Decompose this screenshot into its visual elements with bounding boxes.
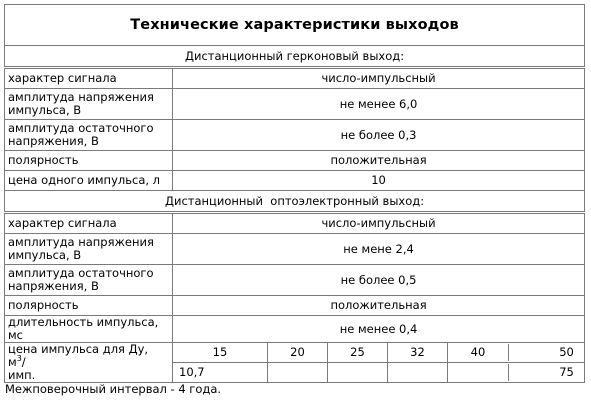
row-value: не мене 2,4	[173, 234, 585, 265]
price-label-sup: 3	[16, 354, 22, 364]
row-value: число-импульсный	[173, 68, 585, 89]
price-value-cell	[448, 364, 509, 381]
row-value: положительная	[173, 151, 585, 171]
row-label-line: амплитуда напряжения	[8, 90, 154, 104]
row-value: положительная	[173, 296, 585, 316]
verification-interval-note: Межповерочный интервал - 4 года.	[5, 382, 222, 396]
price-diameter-row	[5, 343, 585, 363]
row-label: характер сигнала	[5, 68, 173, 89]
diameter-split	[448, 344, 584, 361]
row-label: характер сигнала	[5, 213, 173, 234]
table-row	[5, 213, 585, 234]
row-label: полярность	[5, 151, 173, 171]
diameter-cell: 25	[328, 343, 388, 363]
row-value: не менее 0,4	[173, 316, 585, 343]
row-label	[5, 234, 173, 265]
price-value-cell: 75	[559, 365, 574, 379]
section-header-row	[5, 191, 585, 213]
diameter-cell	[448, 343, 585, 363]
price-label	[5, 343, 173, 383]
section-header-optical: Дистанционный оптоэлектронный выход:	[5, 191, 585, 213]
section-header-row	[5, 46, 585, 68]
price-label-unit: имп.	[8, 368, 36, 382]
price-value-cell	[388, 363, 448, 383]
price-label-slash: /	[21, 355, 26, 369]
row-label: цена одного импульса, л	[5, 171, 173, 191]
price-value-cell	[448, 363, 585, 383]
diameter-cell: 40	[448, 344, 509, 361]
row-label-line: напряжения, В	[8, 279, 99, 293]
table-row	[5, 120, 585, 151]
table-row	[5, 68, 585, 89]
row-label-line: напряжения, В	[8, 134, 99, 148]
diameter-cell: 20	[268, 343, 328, 363]
diameter-cell: 50	[559, 345, 574, 359]
row-value: 10	[173, 171, 585, 191]
table-row	[5, 296, 585, 316]
diameter-cell: 15	[173, 343, 268, 363]
row-label-line: амплитуда напряжения	[8, 235, 154, 249]
row-value: не менее 6,0	[173, 89, 585, 120]
row-value: не более 0,5	[173, 265, 585, 296]
price-value-split	[448, 364, 584, 381]
row-label: длительность импульса, мс	[5, 316, 173, 343]
section-header-reed: Дистанционный герконовый выход:	[5, 46, 585, 68]
table-row	[5, 171, 585, 191]
price-value-cell: 10,7	[173, 363, 268, 383]
title-row	[5, 5, 585, 46]
diameter-cell: 32	[388, 343, 448, 363]
row-value: не более 0,3	[173, 120, 585, 151]
row-label	[5, 89, 173, 120]
row-label-line: импульса, В	[8, 248, 82, 262]
table-title: Технические характеристики выходов	[5, 5, 585, 46]
row-label-line: амплитуда остаточного	[8, 121, 154, 135]
row-label: полярность	[5, 296, 173, 316]
row-label	[5, 120, 173, 151]
row-label-line: амплитуда остаточного	[8, 266, 154, 280]
row-label	[5, 265, 173, 296]
table-row	[5, 89, 585, 120]
row-value: число-импульсный	[173, 213, 585, 234]
table-row	[5, 234, 585, 265]
table-row	[5, 151, 585, 171]
table-row	[5, 265, 585, 296]
table-row	[5, 316, 585, 343]
price-label-text: цена импульса для Ду, м	[8, 342, 149, 369]
output-specs-table	[4, 4, 585, 383]
price-value-cell	[268, 363, 328, 383]
row-label-line: импульса, В	[8, 103, 82, 117]
price-value-cell	[328, 363, 388, 383]
